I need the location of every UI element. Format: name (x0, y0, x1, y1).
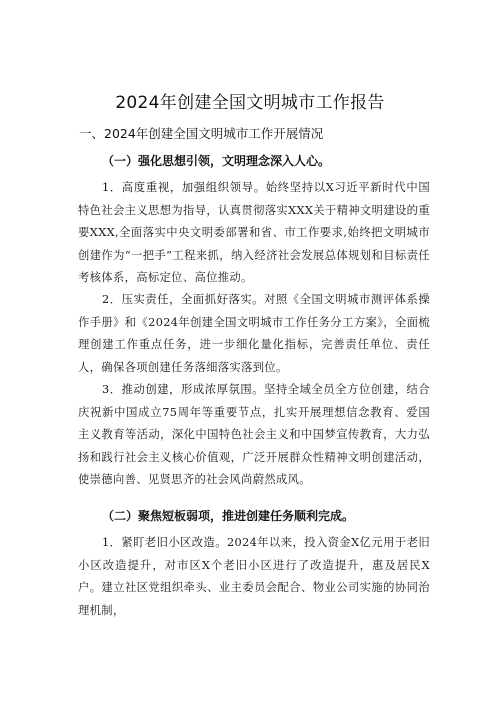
paragraph-3-lead: 3．推动创建，形成浓厚氛围。 (102, 383, 265, 396)
paragraph-2 (78, 289, 430, 379)
paragraph-2-lead: 2．压实责任，全面抓好落实。 (102, 293, 265, 306)
paragraph-1-lead: 1．高度重视，加强组织领导。 (102, 181, 266, 194)
paragraph-3-body: 坚持全域全员全方位创建，结合庆祝新中国成立75周年等重要节点，扎实开展理想信念教育、爱国主义教育等活动，深化中国特色社会主义和中国梦宣传教育，大力弘扬和践行社会主义核心价值观，广泛开展群众性精神文明创建活动，使崇德向善、见贤思齐的社会风尚蔚然成风。 (78, 383, 431, 486)
paragraph-4-lead: 1．紧盯老旧小区改造。 (102, 536, 228, 549)
paragraph-2-body: 对照《全国文明城市测评体系操作手册》和《2024年创建全国文明城市工作任务分工方案》，全面梳理创建工作重点任务，进一步细化量化指标，完善责任单位、责任人，确保各项创建任务落细落实落到位。 (78, 293, 431, 374)
paragraph-4 (78, 532, 430, 622)
paragraph-4-body: 2024年以来，投入资金X亿元用于老旧小区改造提升，对市区X个老旧小区进行了改造提升，惠及居民X户。建立社区党组织牵头、业主委员会配合、物业公司实施的协同治理机制， (78, 536, 430, 617)
paragraph-3 (78, 379, 430, 492)
document-title: 2024年创建全国文明城市工作报告 (115, 93, 385, 113)
section-heading: 一、2024年创建全国文明城市工作开展情况 (79, 126, 324, 141)
paragraph-1-body: 始终坚持以X习近平新时代中国特色社会主义思想为指导，认真贯彻落实XXX关于精神文明建设的重要XXX,全面落实中央文明委部署和省、市工作要求,始终把文明城市创建作为“一把手”工程来抓，纳入经济社会发展总体规划和目标责任考核体系，高标定位、高位推动。 (78, 181, 430, 284)
subsection-heading-2: （二）聚焦短板弱项，推进创建任务顺利完成。 (102, 509, 355, 523)
paragraph-1 (78, 177, 430, 290)
subsection-heading-1: （一）强化思想引领，文明理念深入人心。 (102, 154, 331, 168)
